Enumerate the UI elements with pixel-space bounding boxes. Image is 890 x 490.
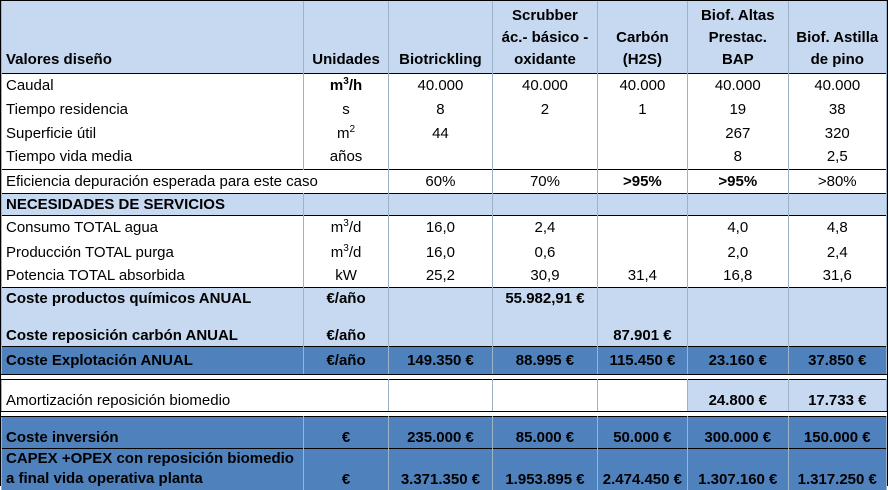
table-row — [2, 240, 887, 265]
table-row — [2, 97, 887, 121]
row-label: Tiempo residencia — [2, 97, 304, 121]
cell-value: 40.000 — [597, 73, 687, 97]
cell-value: 19 — [688, 97, 788, 121]
table-row — [2, 145, 887, 169]
cell-value: >95% — [597, 169, 687, 193]
cell-value — [688, 287, 788, 310]
cell-value — [388, 379, 493, 411]
cell-value: 70% — [493, 169, 598, 193]
cell-value: 16,0 — [388, 215, 493, 240]
cell-value: 320 — [788, 121, 886, 145]
cell-value: 2,4 — [788, 240, 886, 265]
cell-value — [688, 310, 788, 346]
header-biotrickling: Biotrickling — [388, 1, 493, 73]
row-label: Consumo TOTAL agua — [2, 215, 304, 240]
cell-value — [788, 287, 886, 310]
empty-cell — [304, 193, 388, 215]
row-unit: €/año — [304, 346, 388, 374]
row-label: Coste productos químicos ANUAL — [2, 287, 304, 310]
row-label: Coste inversión — [2, 416, 304, 448]
cell-value — [493, 121, 598, 145]
empty-cell — [788, 193, 886, 215]
row-label: Tiempo vida media — [2, 145, 304, 169]
header-bap: Biof. Altas Prestac. BAP — [688, 1, 788, 73]
table-row — [2, 121, 887, 145]
table-row — [2, 346, 887, 374]
cell-value: 267 — [688, 121, 788, 145]
cell-value: 31,4 — [597, 265, 687, 287]
table-row — [2, 287, 887, 310]
table-row — [2, 73, 887, 97]
cell-value: >80% — [788, 169, 886, 193]
table-row — [2, 265, 887, 287]
cell-value: 16,8 — [688, 265, 788, 287]
table-row — [2, 310, 887, 346]
cell-value — [493, 310, 598, 346]
table-row — [2, 169, 887, 193]
row-unit: s — [304, 97, 388, 121]
row-label: Producción TOTAL purga — [2, 240, 304, 265]
header-astilla: Biof. Astilla de pino — [788, 1, 886, 73]
row-label: Coste Explotación ANUAL — [2, 346, 304, 374]
cell-value: 40.000 — [688, 73, 788, 97]
header-carbon: Carbón (H2S) — [597, 1, 687, 73]
cell-value: 17.733 € — [788, 379, 886, 411]
cell-value: 2,0 — [688, 240, 788, 265]
row-label: Superficie útil — [2, 121, 304, 145]
cell-value: 115.450 € — [597, 346, 687, 374]
cell-value: 4,8 — [788, 215, 886, 240]
row-label: Caudal — [2, 73, 304, 97]
cell-value — [597, 121, 687, 145]
cell-value: 1.953.895 € — [493, 448, 598, 490]
cell-value: 23.160 € — [688, 346, 788, 374]
header-unidades: Unidades — [304, 1, 388, 73]
header-scrubber: Scrubber ác.- básico - oxidante — [493, 1, 598, 73]
cell-value: 8 — [388, 97, 493, 121]
cell-value: 235.000 € — [388, 416, 493, 448]
table-row — [2, 379, 887, 411]
cell-value — [388, 287, 493, 310]
cell-value: 4,0 — [688, 215, 788, 240]
row-unit: $m^3/d$ — [304, 240, 388, 265]
section-header-row — [2, 193, 887, 215]
row-unit: $m^2$ — [304, 121, 388, 145]
cell-value — [388, 145, 493, 169]
row-unit: $m^3/h$ — [304, 73, 388, 97]
cell-value: 40.000 — [788, 73, 886, 97]
cell-value: 25,2 — [388, 265, 493, 287]
empty-cell — [688, 193, 788, 215]
cell-value: 3.371.350 € — [388, 448, 493, 490]
cell-value — [597, 379, 687, 411]
row-unit: años — [304, 145, 388, 169]
header-valores: Valores diseño — [2, 1, 304, 73]
row-label: Potencia TOTAL absorbida — [2, 265, 304, 287]
row-label: Eficiencia depuración esperada para este caso — [2, 169, 389, 193]
header-row — [2, 1, 887, 73]
cell-value — [493, 379, 598, 411]
cell-value — [788, 310, 886, 346]
cell-value: 300.000 € — [688, 416, 788, 448]
empty-cell — [388, 193, 493, 215]
cell-value: 1 — [597, 97, 687, 121]
table-row — [2, 448, 887, 490]
cell-value: 85.000 € — [493, 416, 598, 448]
cell-value: 40.000 — [388, 73, 493, 97]
cell-value — [597, 240, 687, 265]
cell-value: 16,0 — [388, 240, 493, 265]
cell-value — [597, 287, 687, 310]
table-row — [2, 215, 887, 240]
cell-value: 37.850 € — [788, 346, 886, 374]
cell-value: 2.474.450 € — [597, 448, 687, 490]
cell-value: 24.800 € — [688, 379, 788, 411]
cell-value: 30,9 — [493, 265, 598, 287]
design-values-table — [1, 1, 887, 490]
cell-value: 2,5 — [788, 145, 886, 169]
cell-value — [388, 310, 493, 346]
cell-value: 1.307.160 € — [688, 448, 788, 490]
cell-value: 87.901 € — [597, 310, 687, 346]
cell-value: >95% — [688, 169, 788, 193]
row-unit: € — [304, 416, 388, 448]
row-unit: €/año — [304, 310, 388, 346]
cell-value: 149.350 € — [388, 346, 493, 374]
section-title: NECESIDADES DE SERVICIOS — [2, 193, 304, 215]
empty-cell — [597, 193, 687, 215]
row-label: Amortización reposición biomedio — [2, 379, 389, 411]
cell-value: 55.982,91 € — [493, 287, 598, 310]
table-row — [2, 416, 887, 448]
row-label: CAPEX +OPEX con reposición biomedio a final vida operativa planta — [2, 448, 304, 490]
cell-value: 31,6 — [788, 265, 886, 287]
cell-value — [493, 145, 598, 169]
cell-value: 2 — [493, 97, 598, 121]
row-unit: kW — [304, 265, 388, 287]
cell-value: 1.317.250 € — [788, 448, 886, 490]
cell-value: 38 — [788, 97, 886, 121]
cell-value: 88.995 € — [493, 346, 598, 374]
cell-value: 2,4 — [493, 215, 598, 240]
cell-value: 8 — [688, 145, 788, 169]
cell-value: 44 — [388, 121, 493, 145]
row-unit: €/año — [304, 287, 388, 310]
cell-value: 50.000 € — [597, 416, 687, 448]
empty-cell — [493, 193, 598, 215]
row-label: Coste reposición carbón ANUAL — [2, 310, 304, 346]
cell-value: 40.000 — [493, 73, 598, 97]
cell-value: 150.000 € — [788, 416, 886, 448]
cell-value: 60% — [388, 169, 493, 193]
cell-value — [597, 215, 687, 240]
row-unit: € — [304, 448, 388, 490]
cell-value: 0,6 — [493, 240, 598, 265]
cell-value — [597, 145, 687, 169]
row-unit: $m^3/d$ — [304, 215, 388, 240]
